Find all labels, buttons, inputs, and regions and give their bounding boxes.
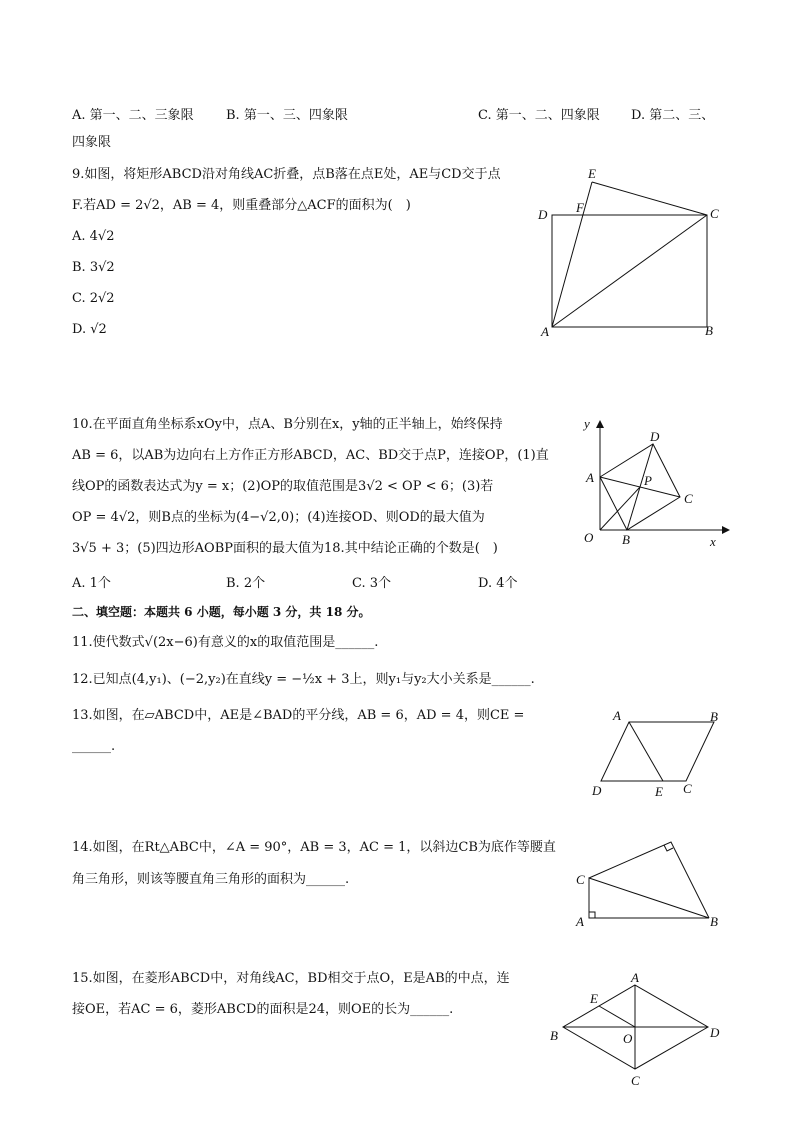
q9-segment-ec <box>592 182 707 215</box>
q13-label-b: B <box>710 709 718 724</box>
q9-label-e: E <box>588 166 596 181</box>
q15-line-2: 接OE，若AC = 6，菱形ABCD的面积是24，则OE的长为______. <box>72 1002 454 1017</box>
q8-option-c: C. 第一、二、四象限 <box>478 108 600 123</box>
q13-segment-ae <box>629 722 663 781</box>
q15-label-e: E <box>590 991 598 1006</box>
q10-label-p: P <box>644 473 652 488</box>
q9-segment-ae <box>552 182 592 327</box>
q10-label-b: B <box>622 532 630 547</box>
q15-label-o: O <box>623 1031 633 1046</box>
q14-triangle-abc <box>589 878 709 918</box>
q10-label-o: O <box>584 530 594 545</box>
q10-figure <box>574 410 734 555</box>
q11-text: 11.使代数式√(2x−6)有意义的x的取值范围是______. <box>72 635 379 650</box>
q13-figure <box>586 705 726 800</box>
q8-option-b: B. 第一、三、四象限 <box>226 108 348 123</box>
q9-label-d: D <box>538 207 548 222</box>
q14-isosceles-right-triangle <box>589 842 709 918</box>
q8-option-a: A. 第一、二、三象限 <box>72 108 194 123</box>
q14-figure <box>570 830 730 935</box>
q13-label-c: C <box>683 781 692 796</box>
q9-option-a: A. 4√2 <box>72 229 115 244</box>
q14-line-1: 14.如图，在Rt△ABC中，∠A = 90°，AB = 3，AC = 1，以斜边CB为底作等腰直 <box>72 840 556 855</box>
q10-option-b: B. 2个 <box>226 576 266 591</box>
q14-line-2: 角三角形，则该等腰直角三角形的面积为______. <box>72 872 350 887</box>
q13-line-1: 13.如图，在▱ABCD中，AE是∠BAD的平分线，AB = 6，AD = 4，则CE = <box>72 708 525 723</box>
q13-label-e: E <box>655 784 663 799</box>
q13-label-d: D <box>592 783 602 798</box>
q14-label-c: C <box>576 872 585 887</box>
q8-option-d-continued: 四象限 <box>72 135 112 150</box>
q9-diagonal-ac <box>552 215 707 327</box>
q8-option-d: D. 第二、三、 <box>631 108 715 123</box>
q9-label-f: F <box>576 200 584 215</box>
q9-option-d: D. √2 <box>72 322 107 337</box>
q10-label-a: A <box>586 470 594 485</box>
q13-label-a: A <box>613 708 621 723</box>
q10-label-y: y <box>584 416 590 431</box>
q9-line-1: 9.如图，将矩形ABCD沿对角线AC折叠，点B落在点E处，AE与CD交于点 <box>72 167 501 182</box>
q10-line-2: AB = 6，以AB为边向右上方作正方形ABCD，AC、BD交于点P，连接OP，(1)直 <box>72 448 549 463</box>
q9-figure <box>530 160 730 345</box>
q9-label-b: B <box>705 323 713 338</box>
q15-label-a: A <box>631 970 639 985</box>
q10-option-c: C. 3个 <box>352 576 392 591</box>
q10-option-a: A. 1个 <box>72 576 111 591</box>
q9-label-c: C <box>710 206 719 221</box>
q10-option-d: D. 4个 <box>478 576 518 591</box>
q10-line-1: 10.在平面直角坐标系xOy中，点A、B分别在x，y轴的正半轴上，始终保持 <box>72 417 503 432</box>
q14-label-a: A <box>576 914 584 929</box>
q10-label-x: x <box>710 534 716 549</box>
q15-label-d: D <box>710 1025 720 1040</box>
q15-segment-oe <box>599 1006 635 1027</box>
q12-text: 12.已知点(4,y₁)、(−2,y₂)在直线y = −½x + 3上，则y₁与y₂大小关系是______. <box>72 672 535 687</box>
q10-line-5: 3√5 + 3；(5)四边形AOBP面积的最大值为18.其中结论正确的个数是( ) <box>72 541 498 556</box>
q10-line-3: 线OP的函数表达式为y = x；(2)OP的取值范围是3√2 < OP < 6；(3)若 <box>72 479 494 494</box>
q14-label-b: B <box>710 914 718 929</box>
q15-line-1: 15.如图，在菱形ABCD中，对角线AC，BD相交于点O，E是AB的中点，连 <box>72 971 510 986</box>
section-2-heading: 二、填空题：本题共 6 小题，每小题 3 分，共 18 分。 <box>72 605 371 619</box>
q10-label-c: C <box>684 491 693 506</box>
q15-label-c: C <box>631 1073 640 1088</box>
q15-figure <box>545 968 730 1093</box>
q10-label-d: D <box>650 429 660 444</box>
q9-option-b: B. 3√2 <box>72 260 115 275</box>
q9-label-a: A <box>541 324 549 339</box>
q15-label-b: B <box>550 1028 558 1043</box>
q13-line-2: ______. <box>72 739 116 754</box>
q9-line-2: F.若AD = 2√2，AB = 4，则重叠部分△ACF的面积为( ) <box>72 198 411 213</box>
q10-line-4: OP = 4√2，则B点的坐标为(4−√2,0)；(4)连接OD、则OD的最大值为 <box>72 510 485 525</box>
q9-option-c: C. 2√2 <box>72 291 115 306</box>
